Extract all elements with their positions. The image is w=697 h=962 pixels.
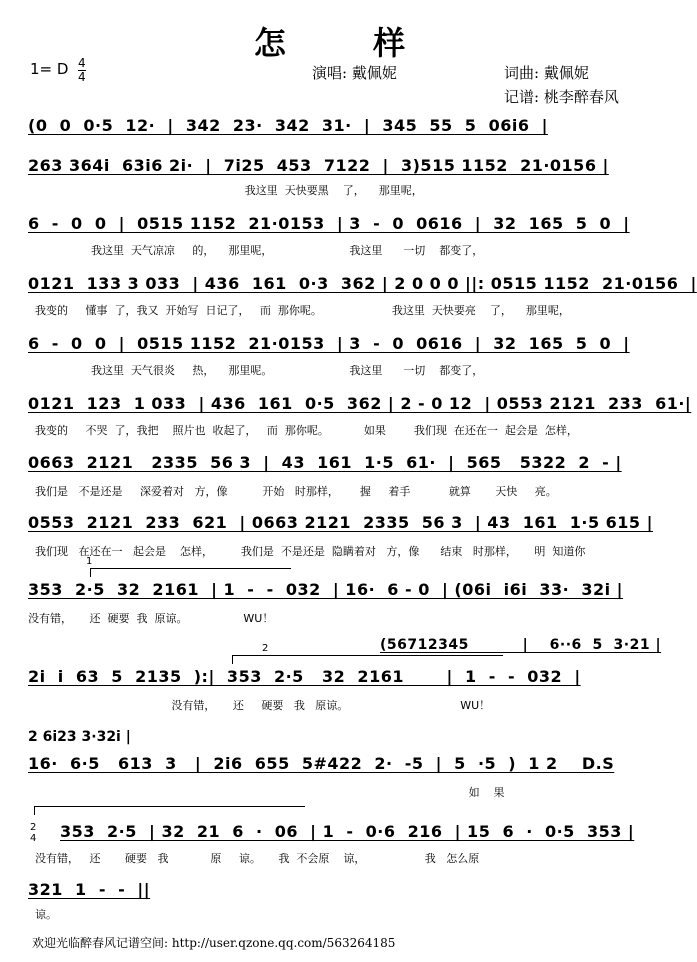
lyrics-line: 我这里 天气很炎 热， 那里呢。 我这里 一切 都变了， <box>28 364 484 377</box>
lyrics-line: 我们是 不是还是 深爱着对 方，像 开始 时那样， 握 着手 就算 天快 亮。 <box>28 485 557 498</box>
footer-credit: 欢迎光临醉春风记谱空间: http://user.qzone.qq.com/563264185 <box>32 936 396 950</box>
notation-line: 353 2·5 32 2161 | 1 - - 032 | 16· 6 - 0 | (06i i6i 33· 32i | <box>28 580 623 599</box>
lyrics-line: 我变的 懂事 了，我又 开始写 日记了， 而 那你呢。 我这里 天快要亮 了， 那里呢， <box>28 304 570 317</box>
lyrics-line: 我这里 天气凉凉 的， 那里呢， 我这里 一切 都变了， <box>28 244 484 257</box>
notation-line: 321 1 - - || <box>28 880 151 899</box>
notation-line: 0663 2121 2335 56 3 | 43 161 1·5 61· | 565 5322 2 - | <box>28 453 622 472</box>
time-signature: 4 4 <box>78 56 86 84</box>
notation-line: 263 364i 63i6 2i· | 7i25 453 7122 | 3)515 1152 21·0156 | <box>28 156 609 175</box>
lyrics-line: 如 果 <box>28 786 505 799</box>
notation-line: 16· 6·5 613 3 | 2i6 655 5#422 2· -5 | 5 ·5 ) 1 2 D.S <box>28 754 615 773</box>
lyrics-line: 我这里 天快要黑 了， 那里呢， <box>28 184 423 197</box>
notation-line: 0121 123 1 033 | 436 161 0·5 362 | 2 - 0 12 | 0553 2121 233 61·| <box>28 394 692 413</box>
lyricist-composer: 词曲: 戴佩妮 <box>504 64 589 82</box>
lyrics-line: 我们现 在还在一 起会是 怎样， 我们是 不是还是 隐瞒着对 方，像 结束 时那样， 明 知道你 <box>28 545 586 558</box>
singer: 演唱: 戴佩妮 <box>312 64 397 82</box>
song-title: 怎 样 <box>253 24 444 62</box>
notation-line: (0 0 0·5 12· | 342 23· 342 31· | 345 55 5 06i6 | <box>28 116 548 135</box>
notation-line: 0553 2121 233 621 | 0663 2121 2335 56 3 | 43 161 1·5 615 | <box>28 513 653 532</box>
lyrics-line: 没有错， 还 硬要 我 原 谅。 我 不会原 谅， 我 怎么原 <box>28 852 480 865</box>
lyrics-line: 没有错， 还 硬要 我 原谅。 WU！ <box>28 699 491 712</box>
notation-line: 353 2·5 | 32 21 6 · 06 | 1 - 0·6 216 | 15 6 · 0·5 353 | <box>60 822 635 841</box>
notation-line: 0121 133 3 033 | 436 161 0·3 362 | 2 0 0 0 ||: 0515 1152 21·0156 | <box>28 274 697 293</box>
key-signature: 1= D <box>30 60 69 78</box>
notation-line: 6 - 0 0 | 0515 1152 21·0153 | 3 - 0 0616 | 32 165 5 0 | <box>28 334 630 353</box>
notation-line: 2i i 63 5 2135 ):| 353 2·5 32 2161 | 1 - - 032 | <box>28 667 581 686</box>
notation-line: (56712345 | 6··6 5 3·21 | <box>380 637 662 653</box>
notation-line: 6 - 0 0 | 0515 1152 21·0153 | 3 - 0 0616 | 32 165 5 0 | <box>28 214 630 233</box>
transcriber: 记谱: 桃李醉春风 <box>504 88 619 106</box>
lyrics-line: 没有错， 还 硬要 我 原谅。 WU！ <box>28 612 274 625</box>
lyrics-line: 谅。 <box>28 908 57 921</box>
lyrics-line: 我变的 不哭 了，我把 照片也 收起了， 而 那你呢。 如果 我们现 在还在一 起会是 怎样， <box>28 424 578 437</box>
